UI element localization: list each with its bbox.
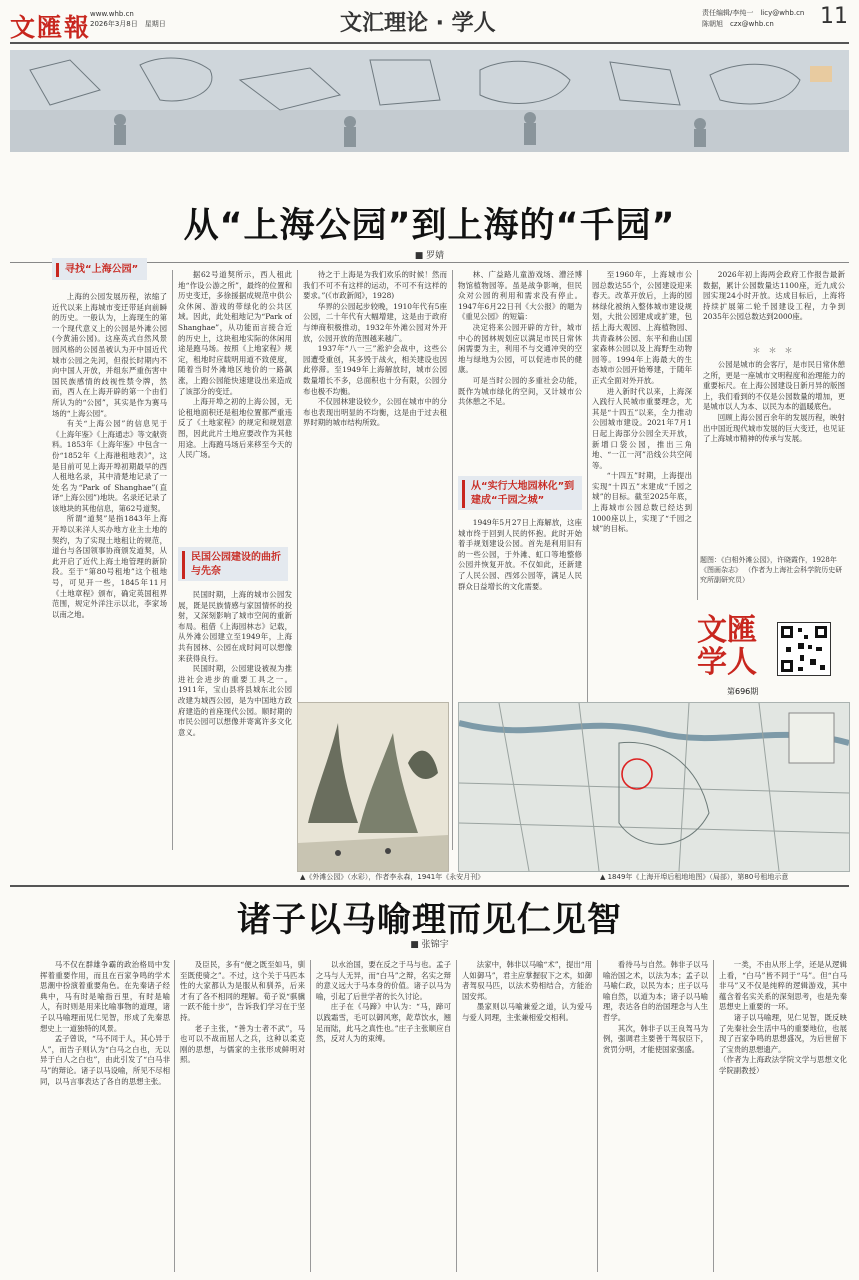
paragraph: 林、广益路儿童游戏场、漕泾博物馆植物园等。虽是战争影响，但民众对公园的利用和需求没有停止。1947年6月22日刊《大公报》的题为《重见公园》的短篇： — [458, 270, 582, 322]
article1-footnote: 题图：《白相外滩公园》，许晓霞作，1928年《图画杂志》 （作者为上海社会科学院历史研究所副研究员） — [700, 556, 843, 584]
paragraph: “十四五”时期，上海提出实现“十四五”末建成“千园之城”的目标。截至2025年底，上海城市公园总数已经达到1000座以上，实现了“千园之城”的目标。 — [592, 471, 692, 534]
paragraph: 不仅园林建设较少，公园在城市中的分布也表现出明显的不均衡，这是由于过去租界时期的城市结构所致。 — [303, 397, 447, 428]
paragraph: 一类，不由从形上学，还是从逻辑上看，“白马”皆不同于“马”。但“白马非马”又不仅是纯粹的逻辑游戏，其中蕴含着名实关系的深刻思考，也是先秦思想史上重要的一环。 — [719, 960, 847, 1012]
issue-date: 2026年3月8日 星期日 — [90, 20, 166, 28]
article1-author: ■ 罗婧 — [414, 251, 445, 261]
painting-caption: ▲《外滩公园》（水彩），作者李永森，1941年《永安月刊》 — [300, 873, 485, 881]
paragraph: 公园是城市的会客厅，是市民日常休憩之所，更是一座城市文明程度和治理能力的重要标尺。在上海公园建设日新月异的版图上，我们看到的不仅是公园数量的增加，更是城市以人为本、以民为本的温暖底色。 — [703, 360, 845, 412]
map-caption: ▲ 1849年《上海开埠后租地地图》（局部），第80号租地示意 — [600, 873, 789, 881]
paragraph: 以水治国，要在反之于马与也。孟子之马与人无异，而“白马”之辩，名实之辩的意义远大于马本身的价值。诸子以马为喻，引起了后世学者的长久讨论。 — [316, 960, 451, 1001]
paragraph: 2026年初上海两会政府工作报告最新数据，累计公园数量达1100座，近九成公园实现24小时开放。达成目标后，上海将持续扩展第二轮千园建设工程，力争到2035年公园总数达到2000座。 — [703, 270, 845, 322]
logo-line-1: 文匯 — [697, 613, 757, 648]
logo-line-2: 学人 — [697, 645, 757, 680]
article1-title: 从“上海公园”到上海的“千园” — [183, 206, 676, 246]
paragraph: 看待马与自然。韩非子以马喻治国之术，以法为本；孟子以马喻仁政，以民为本；庄子以马喻自然，以道为本；诸子以马喻理，表达各自的治国理念与人生哲学。 — [603, 960, 708, 1022]
author-marker-icon: ■ — [410, 940, 422, 950]
column-separator — [697, 270, 698, 600]
banner-illustration — [10, 50, 849, 152]
paragraph: 马不仅在群雄争霸的政治格局中发挥着重要作用，而且在百家争鸣的学术思潮中扮演着重要角色。在先秦诸子经典中，马有时是喻指百里，有时是喻人，有时则是用来比喻事物的道理，诸子以马喻理而见仁见智，形成了先秦思想史上一道独特的风景。 — [40, 960, 170, 1033]
article1-col2-bottom — [178, 590, 292, 850]
section-stars: ＊ ＊ ＊ — [752, 346, 793, 355]
article1-col2-top — [178, 270, 292, 540]
newspaper-logo: 文匯報 — [10, 13, 92, 42]
painting-image — [297, 702, 449, 872]
paragraph: 决定将来公园开辟的方针，城市中心的园林规划应以满足市民日常休闲需要为主，利用不与交通冲突的空地与绿地为公园，可以促进市民的健康。 — [458, 322, 582, 375]
paragraph: 1949年5月27日上海解放，这座城市终于回到人民的怀抱。此时开始着手规划建设公园。首先是利用旧有的一些公园，于外滩、虹口等地整修公园并恢复开放。不仅如此，还新建了人民公园、西郊公园等，满足人民群众日益增长的文化需要。 — [458, 518, 582, 591]
paragraph: 及臣民，多有“便之既至如马，驯至既使骑之”。不过，这个关于马匹本性的大家都认为是服从和驯养，后来才有了各不相同的理解。荀子说“骐骥一跃不能十步”，告诉我们学习在于坚持。 — [180, 960, 305, 1022]
masthead-rule — [10, 42, 849, 44]
article2-col6 — [719, 960, 847, 1272]
section-title: 文汇理论 · 学人 — [340, 11, 496, 36]
paragraph: 有关“上海公园”的信息见于《上海年鉴》《上海通志》等文献资料。1853年《上海年鉴》中包含一份“1852年《上海港租地表》”，这是目前可见上海开埠初期最早的西人租地名录，其中清楚地记录了一处名为“Park of Shanghae”(直译“上海公园”)地块。名录还记录了该地块的其他信息，第62号道契。 — [52, 419, 167, 513]
editor-line-2: 陈朝旭 czx@whb.cn — [702, 20, 774, 28]
article2-col2 — [180, 960, 305, 1272]
paragraph: 庄子在《马蹄》中认为：“马，蹄可以践霜雪，毛可以御风寒，龁草饮水，翘足而陆，此马之真性也。”庄子主张顺应自然，反对人为的束缚。 — [316, 1002, 451, 1044]
column-separator — [174, 960, 175, 1272]
subhead-3: 从“实行大地园林化”到建成“千园之城” — [462, 480, 579, 508]
paragraph: 可是当时公园的多重社会功能，既作为城市绿化的空间，又计城市公共休憩之不足。 — [458, 375, 582, 407]
xueren-logo — [697, 615, 757, 679]
paragraph: 华界的公园起步较晚，1910年代有5座公园，二十年代有大幅增建，这是由于政府与绅商积极推动，1932年外滩公园对外开放，公园开放的范围越来越广。 — [303, 301, 447, 343]
paragraph: 老子主张，“善为士者不武”，马也可以不战而屈人之兵，这种以柔克刚的思想，与儒家的主张形成鲜明对照。 — [180, 1023, 305, 1065]
article2-col3 — [316, 960, 451, 1272]
article1-col1 — [52, 292, 167, 852]
article2-col1 — [40, 960, 170, 1272]
map-image — [458, 702, 850, 872]
masthead-meta — [90, 9, 166, 29]
issue-number: 第696期 — [727, 687, 759, 696]
subhead-2: 民国公园建设的曲折与先奈 — [182, 551, 286, 579]
paragraph: 墨家则以马喻兼爱之道，认为爱马与爱人同理，主张兼相爱交相利。 — [462, 1002, 592, 1022]
author-marker-icon: ■ — [414, 251, 427, 261]
section-divider — [10, 885, 849, 887]
article1-col6-top — [703, 270, 845, 340]
paragraph: 上海开埠之初的上海公园，无论租地面积还是租地位置都严重违反了《土地家程》的规定和规划意图，因此此片土地应要改作为其他用途。上海跑马场后来移至今天的人民广场。 — [178, 397, 292, 460]
paragraph: 孟子曾说，“马不同于人，其心异于人”，而告子则认为“白马之白也，无以异于白人之白也”，由此引发了“白马非马”的辩论。诸子以马设喻，所见不尽相同，以马言事表达了各自的思想主张。 — [40, 1034, 170, 1086]
column-separator — [456, 960, 457, 1272]
article2-col5 — [603, 960, 708, 1272]
paragraph: 上海的公园发展历程，浓缩了近代以来上海城市变迁带延向前瞬的历史。一般认为，上海现生的第一个现代意义上的公园是外滩公园(今黄浦公园)。这座英式自然风景园风格的公园虽被认为开中国近代城市公园之先河，但很长时期内不向中国人开放，并组东严重伤害中国民族感情的歧视性禁令牌，然而，西人在上海开辟的第一个由们所认为的“公园”，其实是作为赛马场的“上海公园”。 — [52, 292, 167, 418]
qr-code — [777, 622, 831, 676]
paragraph: 其次，韩非子以王良驾马为例，强调君主要善于驾驭臣下，赏罚分明，才能使国家强盛。 — [603, 1023, 708, 1054]
article2-title: 诸子以马喻理而见仁见智 — [237, 900, 622, 940]
paragraph: 据62号道契所示，西人租此地“作设公游之所”，最终的位置和历史变迁，多徐援据成规范中供公众休闲、游戏的带绿化的公共区域。因此，此处租地记为“Park of Shanghae”，从功能而言接合近的历史上，这块租地实际的休闲用途是跑马场。按照《上地家程》规定，租地时应载明用道不致使度，随着当时外滩地区地价的一路飙涨，上跑公园能快速建设出来造成了该部分的变迁。 — [178, 270, 292, 396]
column-separator — [713, 960, 714, 1272]
paragraph: 法家中，韩非以马喻“术”，提出“用人如御马”，君主应掌握驭下之术，如御者驾驭马匹，以法术势相结合，方能治国安邦。 — [462, 960, 592, 1001]
column-separator — [310, 960, 311, 1272]
editor-line-1: 责任编辑/李纯一 licy@whb.cn — [702, 9, 805, 17]
article2-col4 — [462, 960, 592, 1272]
article2-footnote: （作者为上海政法学院文学与思想文化学院副教授） — [719, 1055, 847, 1075]
paragraph: 民国时期，公园建设被视为推进社会进步的重要工具之一。1911年，宝山县将县城东北公园改建为城西公园，是为中国地方政府建造的首座现代公园。顺时期的市民公园可以想像并寄寓许多文化意义。 — [178, 664, 292, 737]
paragraph: 1937年“八一三”淞沪会战中，这些公园遭受重创，其多毁于战火，相关建设也因此停滞。至1949年上海解放时，城市公园数量增长不多，总面积也十分有限，公园分布也极不均衡。 — [303, 344, 447, 396]
subhead-1: 寻找“上海公园” — [56, 263, 138, 277]
column-separator — [597, 960, 598, 1272]
paragraph: 诸子以马喻理，见仁见智，既反映了先秦社会生活中马的重要地位，也展现了百家争鸣的思想盛况，为后世留下了宝贵的思想遗产。 — [719, 1012, 847, 1054]
paragraph: 所谓“道契”是指1843年上海开埠以来洋人买办地方业主土地的契约，为了实现土地租让的规范，道台与各国领事协商颁发道契，从此开启了近代上海土地管理的新阶段。至于“第80号租地”这个租地号，可见开一些，1845年11月《土地章程》颁布，确定英国租界范围，规定外洋注示以北，李家场以南之地。 — [52, 514, 167, 619]
paragraph: 至1960年，上海城市公园总数达55个，公园建设迎来春天。改革开放后，上海的园林绿化被纳入整体城市建设规划，大批公园建成或扩建，包括上海大观园、上海植物园、共青森林公园、东平和曲山国家森林公园以及上海野生动物园等。1994年上海最大的生态城市公园开始筹建，于随年正式全面对外开放。 — [592, 270, 692, 385]
page-number: 11 — [820, 4, 848, 29]
article2-author: ■ 张锦宇 — [410, 940, 449, 950]
paragraph: 民国时期，上海的城市公园发展，既是民族情感与家国情怀的投射，又深刻影响了城市空间的重新布局。租借《上海园林志》记载，从外滩公园建立至1949年，上海共有园林、公园在成时间可以想像来获得良行。 — [178, 590, 292, 663]
article1-col6-bottom — [703, 360, 845, 550]
paragraph: 回顾上海公园百余年的发展历程，映射出中国近现代城市发展的巨大变迁，也见证了上海城市精神的传承与发展。 — [703, 412, 845, 444]
article1-col4-top — [458, 270, 582, 470]
column-separator — [172, 270, 173, 850]
paragraph: 进入新时代以来，上海深入践行人民城市重要理念，尤其是“十四五”以来，全力推动公园城市建设。2021年7月1日起上海部分公园全天开放，新增口袋公园，推出三角地、“一江一河”沿线公共空间等。 — [592, 386, 692, 470]
site-url: www.whb.cn — [90, 10, 134, 18]
editor-credits — [702, 8, 804, 30]
paragraph: 待之于上海是为我们欢乐的时候！然而我们不可不有这样的运动，不可不有这样的要求。”(《市政新闻》，1928) — [303, 270, 447, 301]
column-separator — [452, 270, 453, 850]
